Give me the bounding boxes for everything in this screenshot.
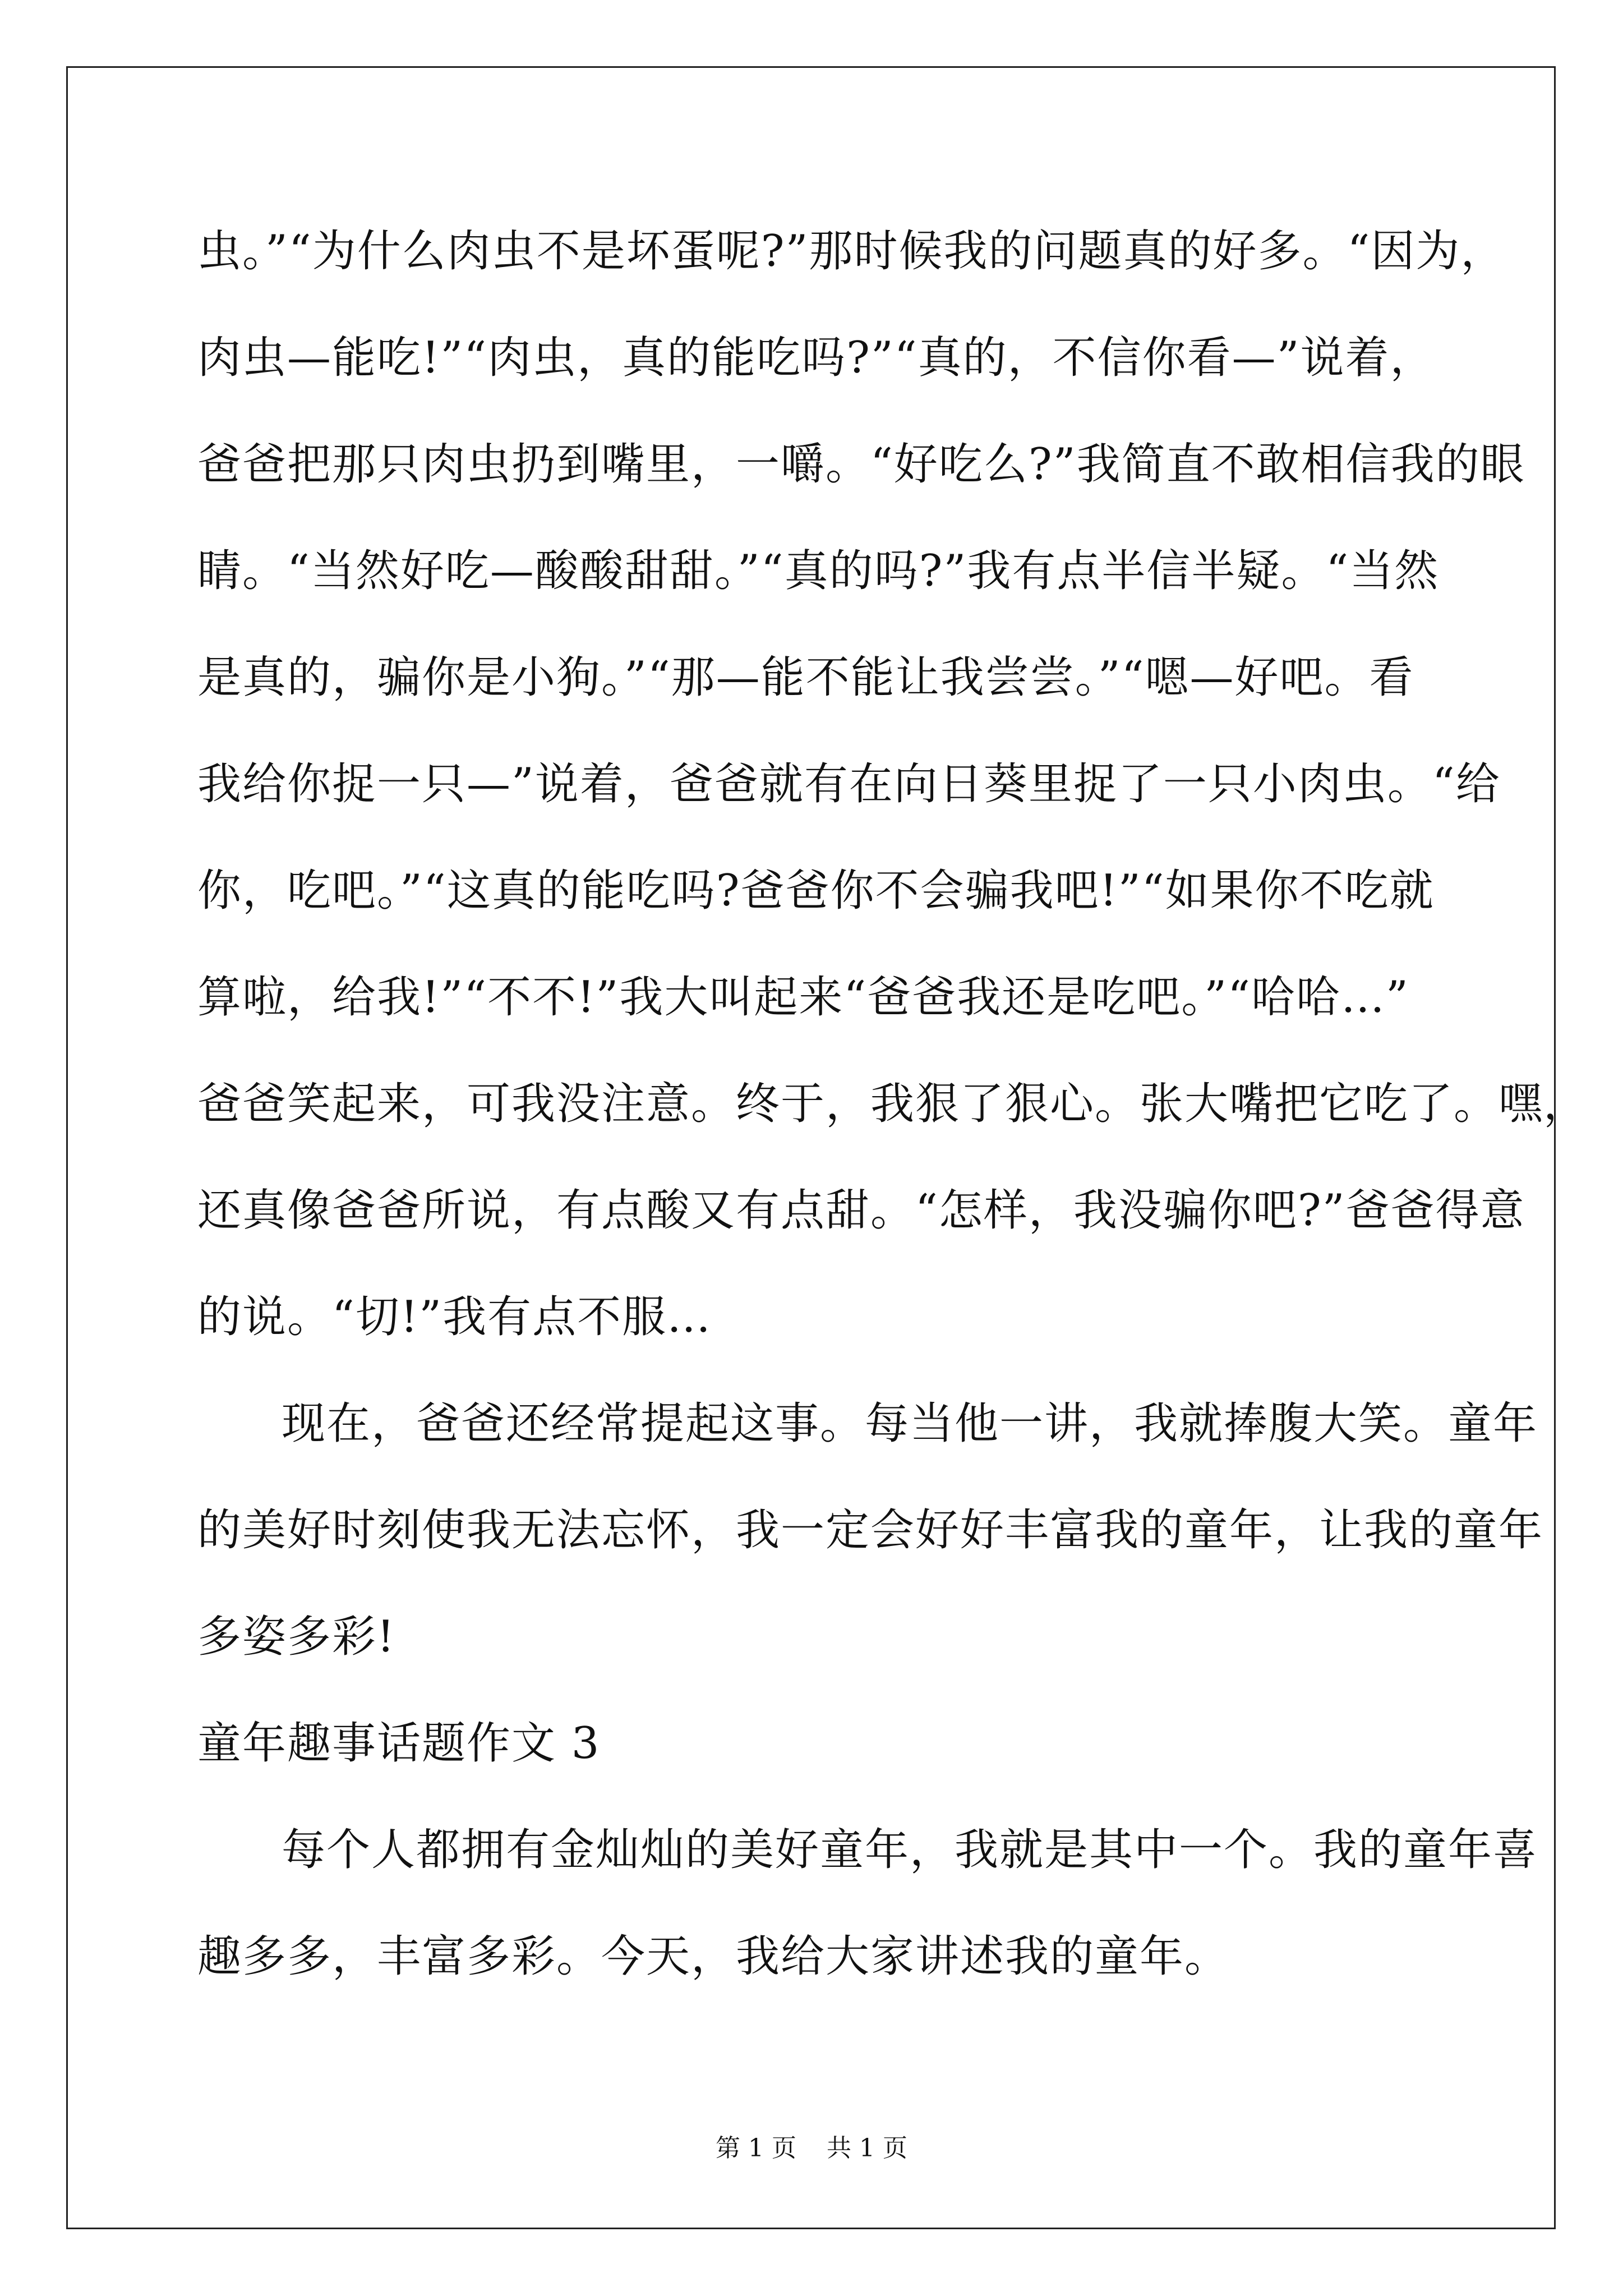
text-line: 多姿多彩! <box>197 1612 396 1662</box>
text-line: 肉虫—能吃!”“肉虫，真的能吃吗?”“真的，不信你看—”说着， <box>197 333 1435 383</box>
text-line: 你，吃吧。”“这真的能吃吗?爸爸你不会骗我吧!”“如果你不吃就 <box>197 866 1435 916</box>
document-body <box>197 218 1589 2030</box>
paragraph-first-line: 现在，爸爸还经常提起这事。每当他一讲，我就捧腹大笑。童年 <box>282 1398 1538 1449</box>
text-line: 爸爸笑起来，可我没注意。终于，我狠了狠心。张大嘴把它吃了。嘿， <box>197 1079 1589 1129</box>
paragraph-first-line: 每个人都拥有金灿灿的美好童年，我就是其中一个。我的童年喜 <box>282 1825 1538 1875</box>
page-number: 第 1 页 <box>716 2134 796 2162</box>
page-total: 共 1 页 <box>827 2134 907 2162</box>
text-line: 的美好时刻使我无法忘怀，我一定会好好丰富我的童年，让我的童年 <box>197 1505 1544 1556</box>
text-line: 睛。“当然好吃—酸酸甜甜。”“真的吗?”我有点半信半疑。“当然 <box>197 546 1440 596</box>
page-footer <box>0 2132 1623 2165</box>
text-line: 趣多多，丰富多彩。今天，我给大家讲述我的童年。 <box>197 1931 1230 1982</box>
text-line: 我给你捉一只—”说着，爸爸就有在向日葵里捉了一只小肉虫。“给 <box>197 759 1501 809</box>
text-line: 还真像爸爸所说，有点酸又有点甜。“怎样，我没骗你吧?”爸爸得意 <box>197 1185 1525 1236</box>
text-line: 爸爸把那只肉虫扔到嘴里，一嚼。“好吃么?”我简直不敢相信我的眼 <box>197 439 1525 490</box>
text-line: 是真的，骗你是小狗。”“那—能不能让我尝尝。”“嗯—好吧。看 <box>197 652 1414 703</box>
text-line: 的说。“切!”我有点不服… <box>197 1292 712 1342</box>
section-heading: 童年趣事话题作文 3 <box>197 1718 601 1769</box>
text-line: 虫。”“为什么肉虫不是坏蛋呢?”那时候我的问题真的好多。“因为， <box>197 226 1506 277</box>
text-line: 算啦，给我!”“不不!”我大叫起来“爸爸我还是吃吧。”“哈哈…” <box>197 972 1409 1023</box>
